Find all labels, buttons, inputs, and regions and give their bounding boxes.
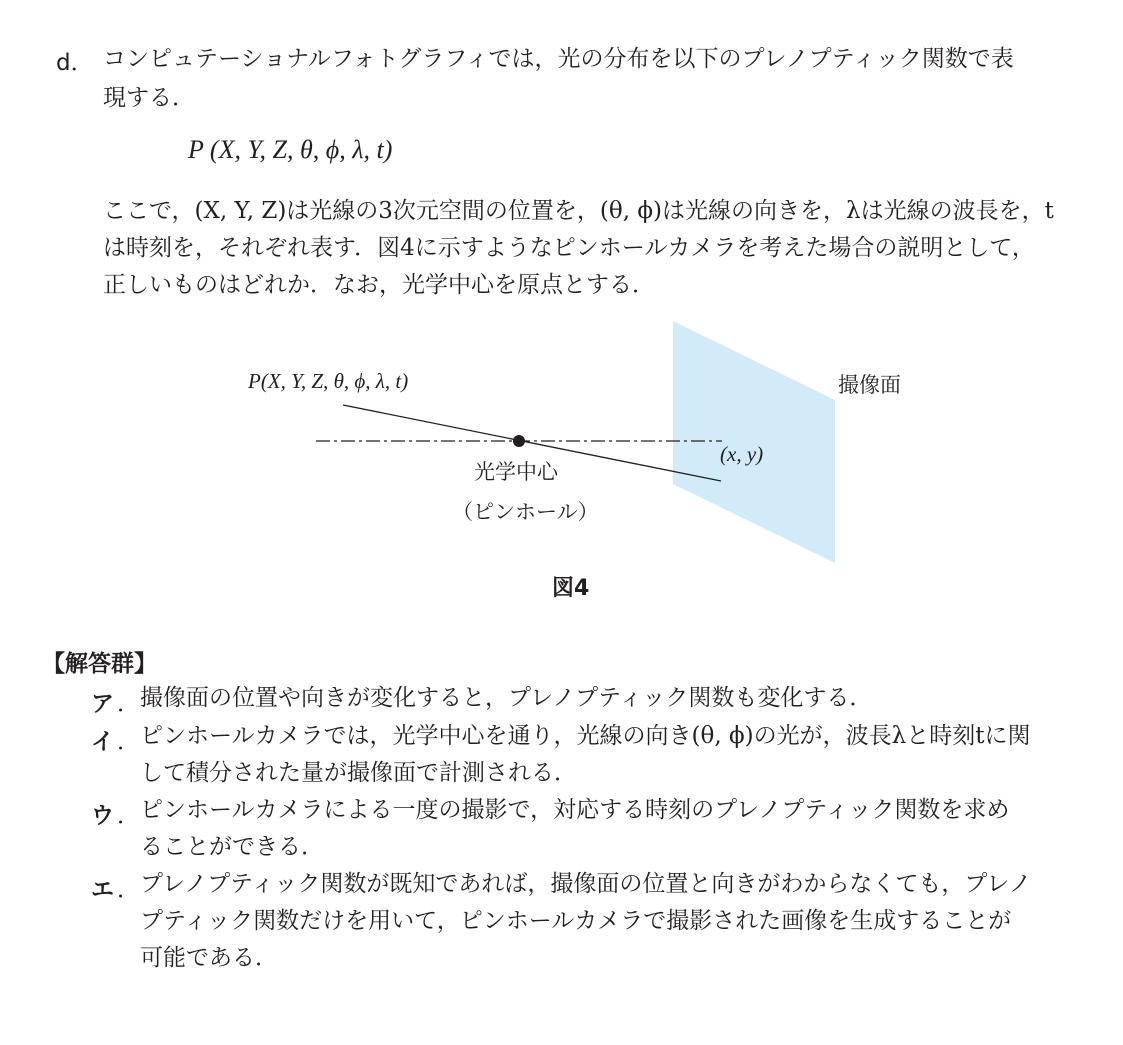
answer-mark-i: イ — [91, 729, 114, 755]
answers-heading: 【解答群】 — [42, 650, 157, 677]
ray-label: P(X, Y, Z, θ, ϕ, λ, t) — [248, 369, 409, 393]
plenoptic-formula: P (X, Y, Z, θ, ϕ, λ, t) — [188, 135, 393, 164]
question-desc-line-2: は時刻を，それぞれ表す．図4に示すようなピンホールカメラを考えた場合の説明として， — [103, 235, 1035, 261]
pinhole-label: （ピンホール） — [452, 500, 599, 524]
answer-u-line-1: ピンホールカメラによる一度の撮影で，対応する時刻のプレノプティック関数を求め — [140, 797, 1010, 823]
figure-caption: 図4 — [552, 576, 590, 601]
question-intro-line-1: コンピュテーショナルフォトグラフィでは，光の分布を以下のプレノプティック関数で表 — [103, 46, 1014, 72]
image-plane-label: 撮像面 — [838, 373, 901, 397]
answer-mark-a: ア — [91, 691, 114, 717]
answer-sep: ． — [117, 877, 140, 903]
answer-a-line-1: 撮像面の位置や向きが変化すると，プレノプティック関数も変化する． — [140, 685, 873, 711]
question-intro-line-2: 現する． — [103, 85, 195, 111]
question-label: d． — [56, 50, 94, 76]
answer-sep: ． — [117, 729, 140, 755]
pinhole-dot — [513, 435, 525, 447]
image-point-label: (x, y) — [720, 442, 764, 466]
answer-e-line-2: プティック関数だけを用いて，ピンホールカメラで撮影された画像を生成することが — [140, 908, 1012, 934]
question-desc-line-1: ここで，(X, Y, Z)は光線の3次元空間の位置を，(θ, ϕ)は光線の向きを，λは光線の波長を，t — [103, 198, 1054, 224]
optical-center-label: 光学中心 — [474, 460, 558, 484]
answer-i-line-1: ピンホールカメラでは，光学中心を通り，光線の向き(θ, ϕ)の光が，波長λと時刻tに関 — [140, 723, 1031, 749]
answer-i-line-2: して積分された量が撮像面で計測される． — [140, 760, 577, 786]
answer-sep: ． — [117, 691, 140, 717]
answer-mark-u: ウ — [91, 803, 114, 829]
answer-mark-e: エ — [91, 877, 114, 903]
answer-e-line-1: プレノプティック関数が既知であれば，撮像面の位置と向きがわからなくても，プレノ — [140, 871, 1032, 897]
question-desc-line-3: 正しいものはどれか．なお，光学中心を原点とする． — [103, 272, 655, 298]
answer-u-line-2: ることができる． — [140, 834, 324, 860]
answer-e-line-3: 可能である． — [140, 945, 278, 971]
answer-sep: ． — [117, 803, 140, 829]
